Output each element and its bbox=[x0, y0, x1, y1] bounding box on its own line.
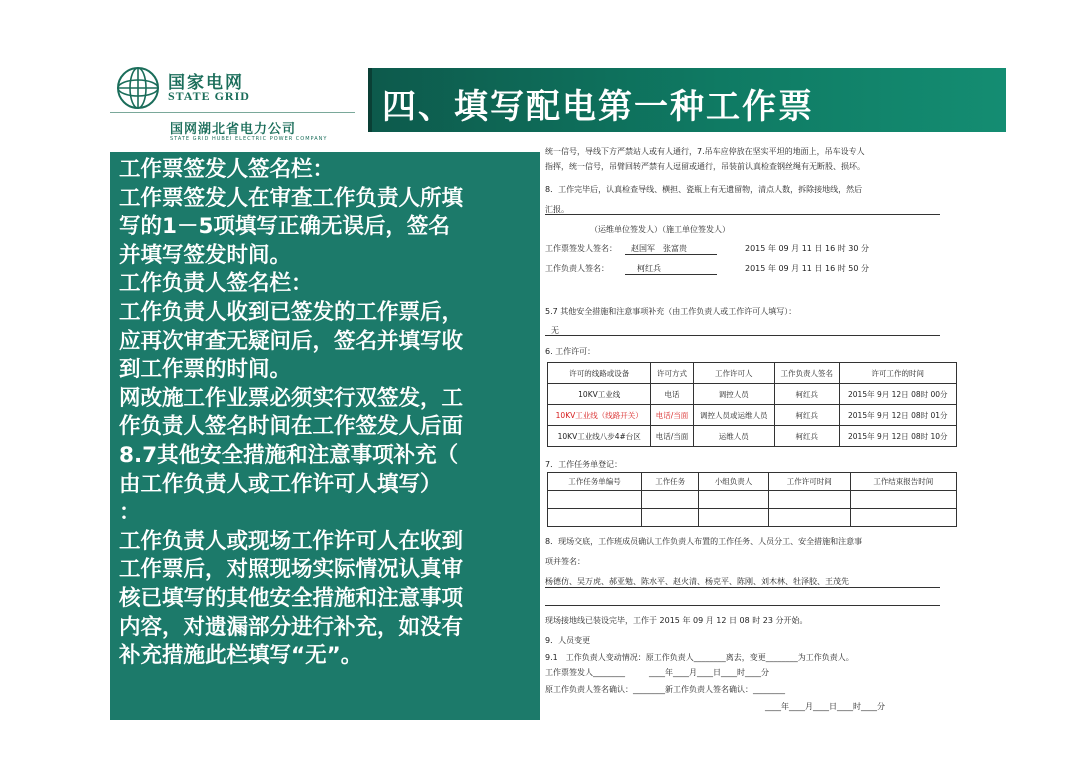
table-cell: 10KV工业线 bbox=[548, 384, 651, 405]
company-logo bbox=[110, 62, 360, 142]
logo-cn-text: 国家电网 bbox=[168, 73, 244, 93]
explanation-line: 工作负责人签名栏： bbox=[119, 271, 313, 297]
table-header: 工作结束报告时间 bbox=[850, 473, 956, 491]
table-header: 许可工作的时间 bbox=[839, 363, 956, 384]
issuer-time: 2015 年 09 月 11 日 16 时 30 分 bbox=[745, 244, 869, 253]
explanation-line: 网改施工作业票必须实行双签发，工 bbox=[119, 385, 464, 411]
explanation-line: 补充措施此栏填写“无”。 bbox=[119, 643, 363, 669]
permit-table bbox=[547, 362, 957, 447]
section-9-1: 9.1 工作负责人变动情况：原工作负责人________离去，变更________为工作负责人。 bbox=[545, 653, 854, 662]
table-cell: 10KV工业线（线路开关） bbox=[548, 405, 651, 426]
table-cell: 电话/当面 bbox=[651, 426, 693, 447]
table-cell: 柯红兵 bbox=[774, 426, 839, 447]
section-9-1-issuer: 工作票签发人________ ____年____月____日____时____分 bbox=[545, 668, 769, 677]
ground-wire-note: 现场接地线已装设完毕，工作于 2015 年 09 月 12 日 08 时 23 分开始。 bbox=[545, 616, 808, 625]
ticket-rule bbox=[545, 335, 940, 336]
table-row bbox=[548, 363, 957, 384]
section-9-2: 原工作负责人签名确认：________新工作负责人签名确认：________ bbox=[545, 685, 785, 694]
section-5-7-value: 无 bbox=[551, 326, 559, 335]
table-cell: 柯红兵 bbox=[774, 405, 839, 426]
team-members: 杨德仿、吴万虎、郝亚勉、陈水平、赵火清、杨克平、陈刚、刘木林、牡泽胶、王茂先 bbox=[545, 577, 849, 586]
table-cell: 电话/当面 bbox=[651, 405, 693, 426]
logo-en-text: STATE GRID bbox=[168, 89, 250, 103]
table-header: 小组负责人 bbox=[699, 473, 769, 491]
explanation-line: 工作票签发人在审查工作负责人所填 bbox=[119, 185, 464, 211]
leader-name: 柯红兵 bbox=[637, 264, 661, 273]
table-row bbox=[548, 405, 957, 426]
table-row bbox=[548, 426, 957, 447]
logo-divider bbox=[110, 112, 355, 113]
table-row bbox=[548, 384, 957, 405]
ticket-rule bbox=[625, 254, 717, 255]
section-6: 6. 工作许可： bbox=[545, 347, 596, 356]
explanation-line: 8.7其他安全措施和注意事项补充（ bbox=[119, 442, 459, 468]
table-cell: 调控人员 bbox=[693, 384, 774, 405]
leader-time: 2015 年 09 月 11 日 16 时 50 分 bbox=[745, 264, 869, 273]
ticket-text: 8．工作完毕后，认真检查导线、横担、瓷瓶上有无遗留物，清点人数，拆除接地线，然后 bbox=[545, 185, 863, 194]
table-row bbox=[548, 473, 957, 491]
table-cell: 2015年 9月 12日 08时 01分 bbox=[839, 405, 956, 426]
table-cell: 2015年 9月 12日 08时 00分 bbox=[839, 384, 956, 405]
explanation-line: ： bbox=[119, 500, 141, 526]
ticket-rule bbox=[545, 214, 940, 215]
title-bar bbox=[368, 68, 1006, 132]
leader-label: 工作负责人签名： bbox=[545, 264, 609, 273]
explanation-line: 工作票签发人签名栏： bbox=[119, 157, 335, 182]
section-7: 7．工作任务单登记： bbox=[545, 460, 623, 469]
table-header: 许可方式 bbox=[651, 363, 693, 384]
explanation-line: 核已填写的其他安全措施和注意事项 bbox=[119, 585, 464, 611]
explanation-line: 到工作票的时间。 bbox=[119, 357, 292, 383]
section-8-cont: 项并签名： bbox=[545, 557, 585, 566]
table-header: 工作任务单编号 bbox=[548, 473, 642, 491]
company-name: 国网湖北省电力公司 bbox=[170, 122, 297, 137]
ticket-text: 统一信号，导线下方严禁站人或有人通行，7.吊车应停放在坚实平坦的地面上，吊车设专人 bbox=[545, 147, 865, 156]
explanation-line: 工作负责人收到已签发的工作票后， bbox=[119, 299, 464, 325]
ticket-text: 汇报。 bbox=[545, 205, 569, 214]
explanation-panel bbox=[110, 152, 540, 720]
ticket-rule bbox=[545, 605, 940, 606]
table-cell: 柯红兵 bbox=[774, 384, 839, 405]
section-9: 9．人员变更 bbox=[545, 636, 591, 645]
task-table bbox=[547, 472, 957, 527]
explanation-line: 工作票后，对照现场实际情况认真审 bbox=[119, 557, 464, 583]
explanation-line: 写的1－5项填写正确无误后，签名 bbox=[119, 214, 450, 240]
table-row bbox=[548, 509, 957, 527]
explanation-line: 作负责人签名时间在工作签发人后面 bbox=[119, 414, 464, 440]
table-header: 工作负责人签名 bbox=[774, 363, 839, 384]
explanation-line: 工作负责人或现场工作许可人在收到 bbox=[119, 528, 464, 554]
explanation-line: 内容，对遗漏部分进行补充，如没有 bbox=[119, 614, 464, 640]
table-cell: 调控人员或运维人员 bbox=[693, 405, 774, 426]
ticket-text: 指挥，统一信号，吊臂回转严禁有人逗留或通行，吊装前认真检查钢丝绳有无断股、损坏。 bbox=[545, 162, 865, 171]
table-cell: 运维人员 bbox=[693, 426, 774, 447]
ticket-rule bbox=[625, 274, 717, 275]
section-9-3: ____年____月____日____时____分 bbox=[765, 702, 885, 711]
ticket-rule bbox=[545, 587, 940, 588]
explanation-line: 并填写签发时间。 bbox=[119, 242, 292, 268]
slide-title: 四、填写配电第一种工作票 bbox=[382, 87, 814, 127]
issuer-names: 赵国军 张富贵 bbox=[631, 244, 687, 253]
table-header: 许可的线路或设备 bbox=[548, 363, 651, 384]
signer-units: （运维单位签发人）（施工单位签发人） bbox=[590, 225, 730, 234]
state-grid-globe-icon bbox=[116, 66, 160, 110]
company-name-en: STATE GRID HUBEI ELECTRIC POWER COMPANY bbox=[170, 136, 328, 142]
table-cell: 2015年 9月 12日 08时 10分 bbox=[839, 426, 956, 447]
issuer-label: 工作票签发人签名： bbox=[545, 244, 617, 253]
table-header: 工作任务 bbox=[642, 473, 699, 491]
table-header: 工作许可人 bbox=[693, 363, 774, 384]
explanation-line: 由工作负责人或工作许可人填写） bbox=[119, 471, 442, 497]
section-5-7: 5.7 其他安全措施和注意事项补充（由工作负责人或工作许可人填写）： bbox=[545, 307, 797, 316]
table-cell: 电话 bbox=[651, 384, 693, 405]
section-8: 8．现场交底，工作班成员确认工作负责人布置的工作任务、人员分工、安全措施和注意事 bbox=[545, 537, 863, 546]
table-header: 工作许可时间 bbox=[768, 473, 850, 491]
table-row bbox=[548, 491, 957, 509]
table-cell: 10KV工业线八步4#台区 bbox=[548, 426, 651, 447]
work-ticket-scan bbox=[545, 142, 965, 722]
explanation-line: 应再次审查无疑问后，签名并填写收 bbox=[119, 328, 464, 354]
